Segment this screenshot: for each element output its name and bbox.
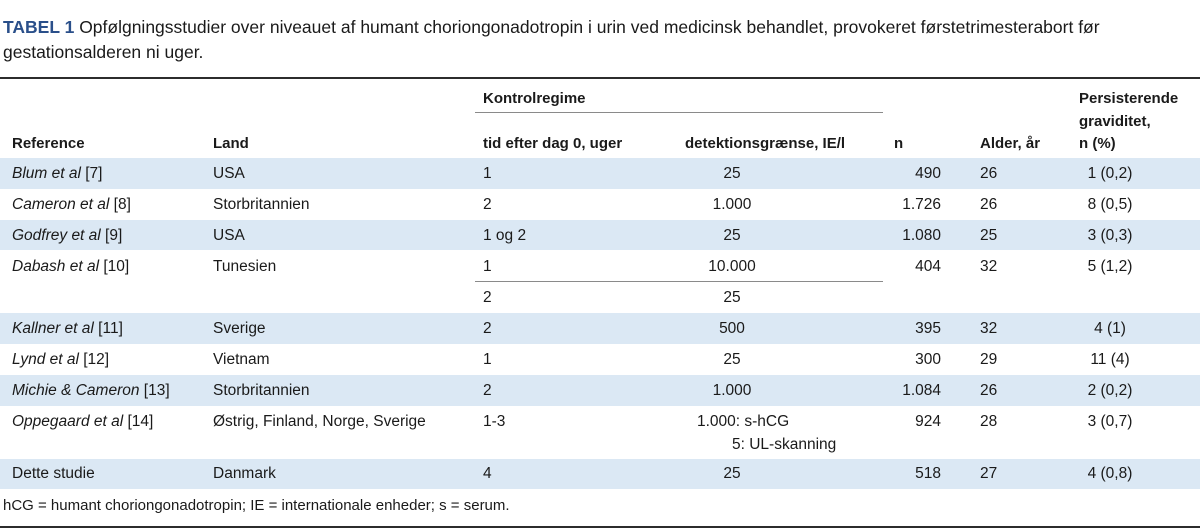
header-persisterende-1: Persisterende <box>1079 90 1179 107</box>
cell-land: Storbritannien <box>213 382 310 399</box>
cell-tid: 1-3 <box>483 413 506 430</box>
cell-detektion: 1.000: s-hCG <box>697 413 790 430</box>
cell-persisterende: 3 (0,3) <box>1087 227 1133 244</box>
cell-n: 1.080 <box>902 227 941 244</box>
cell-detektion: 10.000 <box>708 258 756 275</box>
cell-alder: 28 <box>980 413 998 430</box>
top-rule <box>0 77 1200 79</box>
header-alder: Alder, år <box>980 135 1041 152</box>
table-row <box>0 375 1200 406</box>
cell-reference: Lynd et al [12] <box>12 351 110 368</box>
cell-tid: 2 <box>483 196 492 213</box>
cell-persisterende: 3 (0,7) <box>1087 413 1133 430</box>
table-row <box>0 406 1200 459</box>
cell-reference: Godfrey et al [9] <box>12 227 123 244</box>
table-title <box>3 15 1193 65</box>
header-kontrolregime: Kontrolregime <box>483 90 586 107</box>
cell-land: Storbritannien <box>213 196 310 213</box>
bottom-rule <box>0 526 1200 528</box>
cell-alder: 26 <box>980 382 998 399</box>
cell-n: 1.084 <box>902 382 941 399</box>
cell-n: 924 <box>915 413 941 430</box>
cell-reference: Oppegaard et al [14] <box>12 413 154 430</box>
cell-alder: 27 <box>980 465 998 482</box>
table-footnote: hCG = humant choriongonadotropin; IE = internationale enheder; s = serum. <box>3 497 510 514</box>
cell-persisterende: 4 (0,8) <box>1087 465 1133 482</box>
cell-tid: 1 <box>483 258 492 275</box>
cell-detektion: 1.000 <box>712 196 752 213</box>
cell-n: 490 <box>915 165 941 182</box>
cell-detektion-2: 25 <box>723 289 741 306</box>
cell-alder: 32 <box>980 258 998 275</box>
cell-n: 404 <box>915 258 941 275</box>
cell-detektion: 25 <box>723 227 741 244</box>
cell-detektion-2: 5: UL-skanning <box>732 436 837 453</box>
table-row <box>0 220 1200 250</box>
header-reference: Reference <box>12 135 85 152</box>
cell-alder: 32 <box>980 320 998 337</box>
cell-land: Vietnam <box>213 351 270 368</box>
table-row <box>0 158 1200 189</box>
cell-alder: 25 <box>980 227 998 244</box>
cell-tid: 4 <box>483 465 492 482</box>
cell-persisterende: 4 (1) <box>1094 320 1126 337</box>
table-row <box>0 313 1200 344</box>
cell-land: Østrig, Finland, Norge, Sverige <box>213 413 426 430</box>
cell-land: USA <box>213 227 245 244</box>
cell-persisterende: 2 (0,2) <box>1087 382 1133 399</box>
cell-n: 395 <box>915 320 941 337</box>
header-land: Land <box>213 135 249 152</box>
cell-reference: Blum et al [7] <box>12 165 103 182</box>
table-label: TABEL 1 <box>3 17 75 37</box>
cell-land: Tunesien <box>213 258 277 275</box>
header-tid: tid efter dag 0, uger <box>483 135 623 152</box>
cell-reference: Dette studie <box>12 465 95 482</box>
dabash-divider <box>475 281 883 282</box>
header-detektion: detektionsgrænse, IE/l <box>685 135 846 152</box>
cell-detektion: 25 <box>723 465 741 482</box>
cell-detektion: 1.000 <box>712 382 752 399</box>
cell-n: 300 <box>915 351 941 368</box>
cell-reference: Michie & Cameron [13] <box>12 382 170 399</box>
cell-detektion: 25 <box>723 165 741 182</box>
cell-n: 518 <box>915 465 941 482</box>
cell-alder: 26 <box>980 196 998 213</box>
cell-reference: Dabash et al [10] <box>12 258 130 275</box>
cell-persisterende: 5 (1,2) <box>1087 258 1133 275</box>
cell-persisterende: 8 (0,5) <box>1087 196 1133 213</box>
cell-land: Danmark <box>213 465 276 482</box>
table-row <box>0 344 1200 375</box>
cell-detektion: 25 <box>723 351 741 368</box>
cell-land: Sverige <box>213 320 266 337</box>
header-n: n <box>894 135 904 152</box>
cell-tid-2: 2 <box>483 289 492 306</box>
cell-tid: 2 <box>483 320 492 337</box>
table-row <box>0 189 1200 220</box>
header-persisterende-2: graviditet, <box>1079 113 1151 130</box>
header-persisterende-3: n (%) <box>1079 135 1116 152</box>
cell-land: USA <box>213 165 245 182</box>
cell-reference: Cameron et al [8] <box>12 196 131 213</box>
cell-tid: 1 og 2 <box>483 227 527 244</box>
cell-persisterende: 11 (4) <box>1090 351 1130 368</box>
cell-n: 1.726 <box>902 196 941 213</box>
cell-tid: 2 <box>483 382 492 399</box>
table-row <box>0 459 1200 489</box>
cell-alder: 29 <box>980 351 998 368</box>
table-caption: Opfølgningsstudier over niveauet af humant choriongonadotropin i urin ved medicinsk behandlet, provokeret førstetrimesterabort før gestationsalderen ni uger. <box>3 17 1100 62</box>
cell-alder: 26 <box>980 165 998 182</box>
cell-tid: 1 <box>483 351 492 368</box>
kontrolregime-rule <box>475 112 883 113</box>
cell-persisterende: 1 (0,2) <box>1087 165 1133 182</box>
cell-reference: Kallner et al [11] <box>12 320 123 337</box>
cell-tid: 1 <box>483 165 492 182</box>
cell-detektion: 500 <box>719 320 745 337</box>
